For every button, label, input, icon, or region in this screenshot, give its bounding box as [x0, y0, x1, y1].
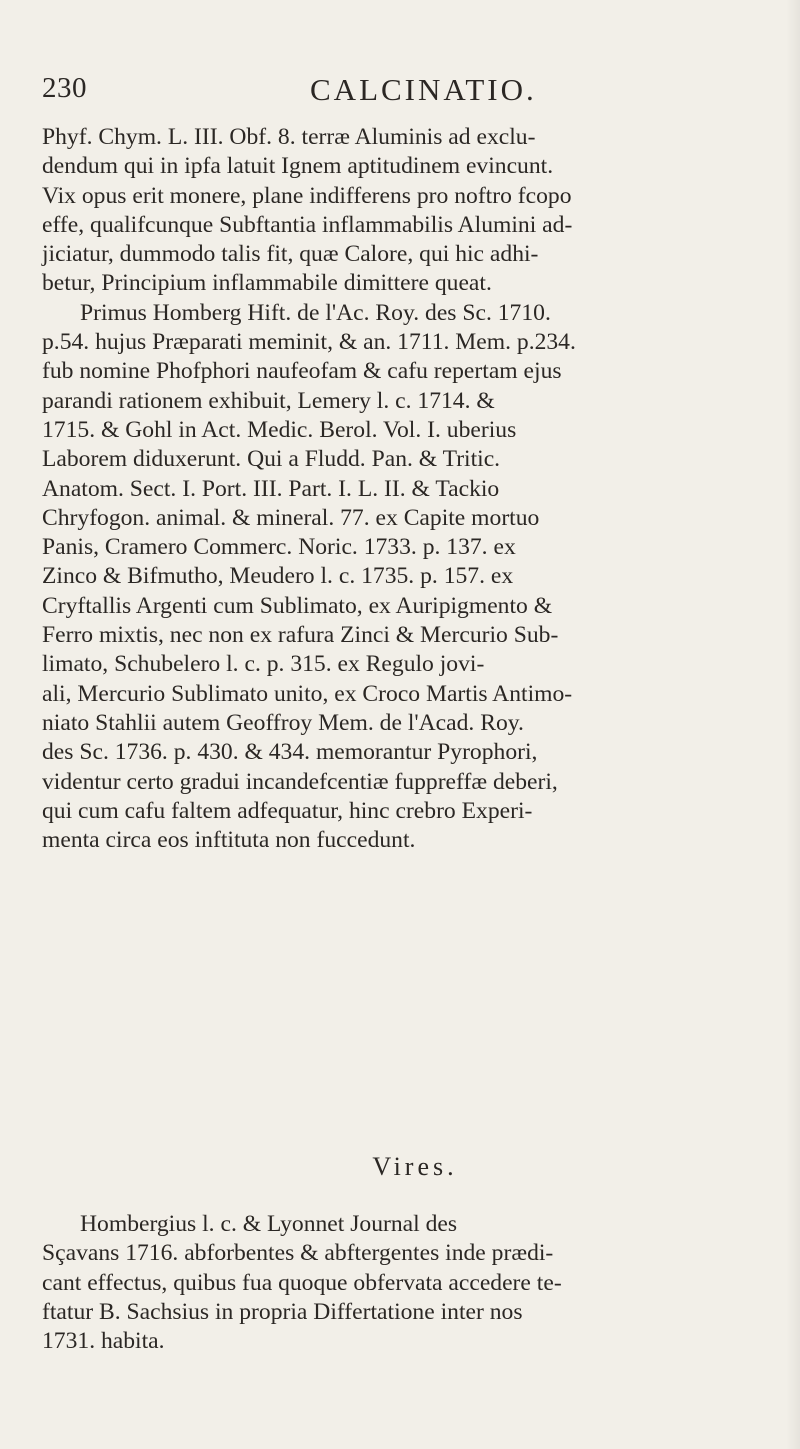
text-line: Laborem diduxerunt. Qui a Fludd. Pan. & Tritic. [42, 446, 501, 473]
running-title: CALCINATIO. [310, 72, 537, 107]
text-line: Chryfogon. animal. & mineral. 77. ex Capite mortuo [42, 504, 540, 531]
text-line: qui cum cafu faltem adfequatur, hinc crebro Experi- [42, 797, 533, 824]
text-line: Anatom. Sect. I. Port. III. Part. I. L. II. & Tackio [42, 475, 500, 502]
text-line: Sçavans 1716. abforbentes & abftergentes inde prædi- [42, 1240, 554, 1267]
text-line: betur, Principium inflammabile dimittere queat. [42, 270, 492, 297]
text-line: dendum qui in ipfa latuit Ignem aptitudinem evincunt. [42, 153, 554, 180]
text-line: menta circa eos inftituta non fuccedunt. [42, 827, 416, 854]
page-edge-shadow [786, 0, 800, 1449]
text-line: Cryftallis Argenti cum Sublimato, ex Auripigmento & [42, 592, 553, 619]
page-header [42, 72, 742, 112]
text-line: Zinco & Bifmutho, Meudero l. c. 1735. p. 157. ex [42, 563, 514, 590]
page-number: 230 [42, 72, 87, 104]
text-line: ftatur B. Sachsius in propria Differtatione inter nos [42, 1298, 523, 1325]
text-line: parandi rationem exhibuit, Lemery l. c. 1714. & [42, 387, 495, 414]
paragraph-2 [42, 299, 754, 856]
main-text-block [42, 123, 754, 855]
text-line: Panis, Cramero Commerc. Noric. 1733. p. 137. ex [42, 534, 516, 561]
second-text-block [42, 1210, 754, 1356]
text-line: niato Stahlii autem Geoffroy Mem. de l'Acad. Roy. [42, 709, 524, 736]
text-line: Phyf. Chym. L. III. Obf. 8. terræ Aluminis ad exclu- [42, 124, 536, 150]
text-line: 1715. & Gohl in Act. Medic. Berol. Vol. I. uberius [42, 416, 517, 443]
text-line: cant effectus, quibus fua quoque obfervata accedere te- [42, 1269, 562, 1296]
text-line: effe, qualifcunque Subftantia inflammabilis Alumini ad- [42, 211, 573, 238]
text-line: 1731. habita. [42, 1328, 165, 1355]
text-line: des Sc. 1736. p. 430. & 434. memorantur Pyrophori, [42, 739, 538, 766]
paragraph-3 [42, 1210, 754, 1356]
text-line: limato, Schubelero l. c. p. 315. ex Regulo jovi- [42, 651, 485, 678]
text-line: jiciatur, dummodo talis fit, quæ Calore, qui hic adhi- [42, 241, 539, 268]
text-line: Primus Homberg Hift. de l'Ac. Roy. des Sc. 1710. [80, 299, 551, 326]
section-heading: Vires. [372, 1152, 458, 1181]
text-line: Vix opus erit monere, plane indifferens pro noftro fcopo [42, 182, 572, 209]
text-line: fub nomine Phofphori naufeofam & cafu repertam ejus [42, 358, 562, 385]
text-line: Ferro mixtis, nec non ex rafura Zinci & Mercurio Sub- [42, 622, 559, 649]
paragraph-1 [42, 123, 754, 299]
text-line: Hombergius l. c. & Lyonnet Journal des [80, 1211, 458, 1237]
text-line: ali, Mercurio Sublimato unito, ex Croco Martis Antimo- [42, 680, 573, 707]
text-line: p.54. hujus Præparati meminit, & an. 1711. Mem. p.234. [42, 329, 576, 356]
text-line: videntur certo gradui incandefcentiæ fuppreffæ deberi, [42, 768, 558, 795]
